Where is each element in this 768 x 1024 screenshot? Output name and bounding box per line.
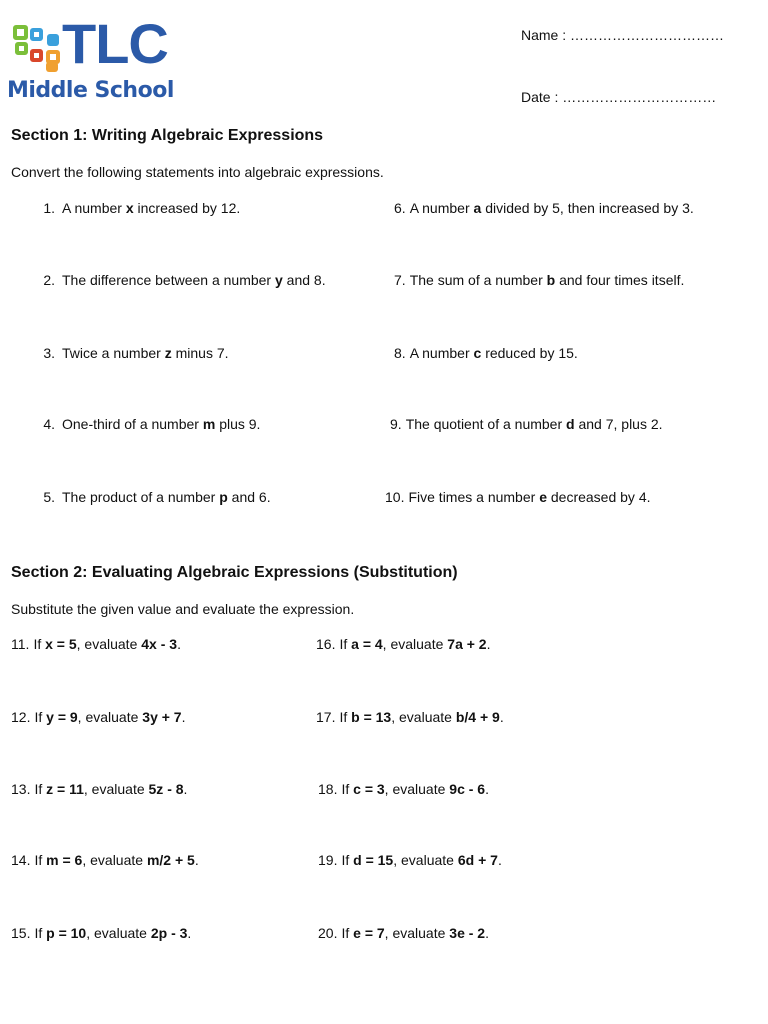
question-evaluate: , evaluate [77, 709, 143, 725]
name-field [521, 27, 724, 43]
question-9 [390, 416, 663, 432]
question-expression: 7a + 2 [447, 636, 487, 652]
question-period: . [499, 709, 504, 725]
question-number: 12. [11, 709, 31, 725]
question-text: Five times a number [408, 489, 540, 505]
question-text-end: minus 7. [171, 345, 229, 361]
question-text: The quotient of a number [405, 416, 567, 432]
question-expression: 5z - 8 [148, 781, 184, 797]
question-13 [11, 781, 187, 797]
question-16 [316, 636, 491, 652]
logo-squares-icon [13, 25, 67, 75]
question-number: 11. [11, 636, 30, 652]
question-evaluate: , evaluate [82, 852, 147, 868]
question-number: 7. [394, 272, 406, 288]
question-variable: c [473, 345, 482, 361]
date-label: Date : [521, 89, 559, 105]
question-if: If [341, 852, 354, 868]
question-expression: m/2 + 5 [146, 852, 195, 868]
question-variable: x [125, 200, 134, 216]
question-text-end: increased by 12. [133, 200, 241, 216]
question-period: . [194, 852, 199, 868]
question-evaluate: , evaluate [384, 781, 450, 797]
question-7 [394, 272, 684, 288]
question-if: If [341, 925, 354, 941]
question-if: If [341, 781, 354, 797]
question-given-value: e = 7 [353, 925, 385, 941]
section2-title: Section 2: Evaluating Algebraic Expressions (Substitution) [11, 564, 458, 581]
question-number: 8. [394, 345, 406, 361]
name-dots[interactable]: …………………………… [570, 27, 725, 43]
question-if: If [34, 709, 47, 725]
question-expression: 3y + 7 [142, 709, 182, 725]
section2-instruction: Substitute the given value and evaluate the expression. [11, 601, 355, 617]
question-period: . [187, 925, 192, 941]
question-14 [11, 852, 199, 868]
question-evaluate: , evaluate [382, 636, 448, 652]
question-3 [33, 345, 229, 361]
question-number: 1. [43, 200, 55, 216]
question-period: . [183, 781, 188, 797]
question-text-end: plus 9. [215, 416, 261, 432]
question-number: 5. [43, 489, 55, 505]
question-if: If [34, 925, 47, 941]
question-number: 2. [43, 272, 55, 288]
question-11 [11, 636, 181, 652]
question-given-value: d = 15 [353, 852, 394, 868]
question-1 [33, 200, 240, 216]
question-number: 3. [43, 345, 55, 361]
question-variable: d [566, 416, 575, 432]
question-given-value: m = 6 [46, 852, 83, 868]
question-19 [318, 852, 502, 868]
question-2 [33, 272, 326, 288]
question-given-value: z = 11 [46, 781, 84, 797]
question-text-end: and 7, plus 2. [574, 416, 663, 432]
question-expression: 9c - 6 [449, 781, 486, 797]
question-expression: 2p - 3 [150, 925, 188, 941]
question-given-value: y = 9 [46, 709, 78, 725]
question-number: 19. [318, 852, 338, 868]
question-number: 16. [316, 636, 336, 652]
question-text-end: reduced by 15. [481, 345, 578, 361]
name-label: Name : [521, 27, 567, 43]
question-variable: z [164, 345, 172, 361]
question-expression: 6d + 7 [457, 852, 498, 868]
question-text-end: and four times itself. [555, 272, 685, 288]
question-18 [318, 781, 489, 797]
question-if: If [339, 636, 352, 652]
question-evaluate: , evaluate [86, 925, 151, 941]
question-6 [394, 200, 694, 216]
question-variable: a [473, 200, 482, 216]
question-text: A number [409, 200, 474, 216]
question-given-value: p = 10 [46, 925, 87, 941]
question-text: One-third of a number [62, 416, 203, 432]
question-number: 4. [43, 416, 55, 432]
question-10 [385, 489, 651, 505]
question-text: The sum of a number [409, 272, 547, 288]
question-number: 17. [316, 709, 336, 725]
question-given-value: c = 3 [353, 781, 385, 797]
question-number: 6. [394, 200, 406, 216]
question-given-value: x = 5 [45, 636, 77, 652]
question-12 [11, 709, 186, 725]
question-expression: 3e - 2 [449, 925, 486, 941]
question-text: The product of a number [62, 489, 220, 505]
question-period: . [486, 636, 491, 652]
question-evaluate: , evaluate [384, 925, 450, 941]
question-text-end: decreased by 4. [546, 489, 651, 505]
question-number: 13. [11, 781, 31, 797]
question-variable: b [546, 272, 556, 288]
question-number: 10. [385, 489, 405, 505]
school-logo [7, 12, 197, 112]
question-if: If [34, 781, 47, 797]
question-text: A number [62, 200, 126, 216]
question-text-end: and 8. [282, 272, 326, 288]
question-number: 20. [318, 925, 338, 941]
question-text-end: and 6. [227, 489, 271, 505]
question-number: 14. [11, 852, 31, 868]
question-given-value: a = 4 [351, 636, 383, 652]
section1-instruction: Convert the following statements into algebraic expressions. [11, 164, 384, 180]
question-17 [316, 709, 504, 725]
question-if: If [33, 636, 46, 652]
question-given-value: b = 13 [351, 709, 392, 725]
logo-title: TLC [62, 12, 168, 75]
question-number: 9. [390, 416, 402, 432]
date-field [521, 89, 716, 105]
question-if: If [339, 709, 352, 725]
question-text: Twice a number [62, 345, 165, 361]
section1-title: Section 1: Writing Algebraic Expressions [11, 127, 324, 144]
question-if: If [34, 852, 47, 868]
question-period: . [497, 852, 502, 868]
question-8 [394, 345, 578, 361]
question-period: . [177, 636, 181, 652]
logo-subtitle: Middle School [7, 78, 174, 103]
question-15 [11, 925, 191, 941]
question-expression: b/4 + 9 [455, 709, 500, 725]
question-variable: m [202, 416, 216, 432]
question-expression: 4x - 3 [141, 636, 178, 652]
question-4 [33, 416, 260, 432]
question-variable: p [219, 489, 228, 505]
question-variable: e [539, 489, 547, 505]
question-text: A number [409, 345, 474, 361]
question-text-end: divided by 5, then increased by 3. [481, 200, 694, 216]
question-number: 18. [318, 781, 338, 797]
question-text: The difference between a number [62, 272, 275, 288]
question-20 [318, 925, 489, 941]
question-evaluate: , evaluate [76, 636, 142, 652]
question-period: . [485, 781, 489, 797]
question-number: 15. [11, 925, 31, 941]
question-evaluate: , evaluate [393, 852, 458, 868]
date-dots[interactable]: …………………………… [562, 89, 717, 105]
question-5 [33, 489, 271, 505]
question-evaluate: , evaluate [83, 781, 149, 797]
question-period: . [181, 709, 186, 725]
question-variable: y [275, 272, 283, 288]
question-period: . [485, 925, 489, 941]
question-evaluate: , evaluate [391, 709, 456, 725]
